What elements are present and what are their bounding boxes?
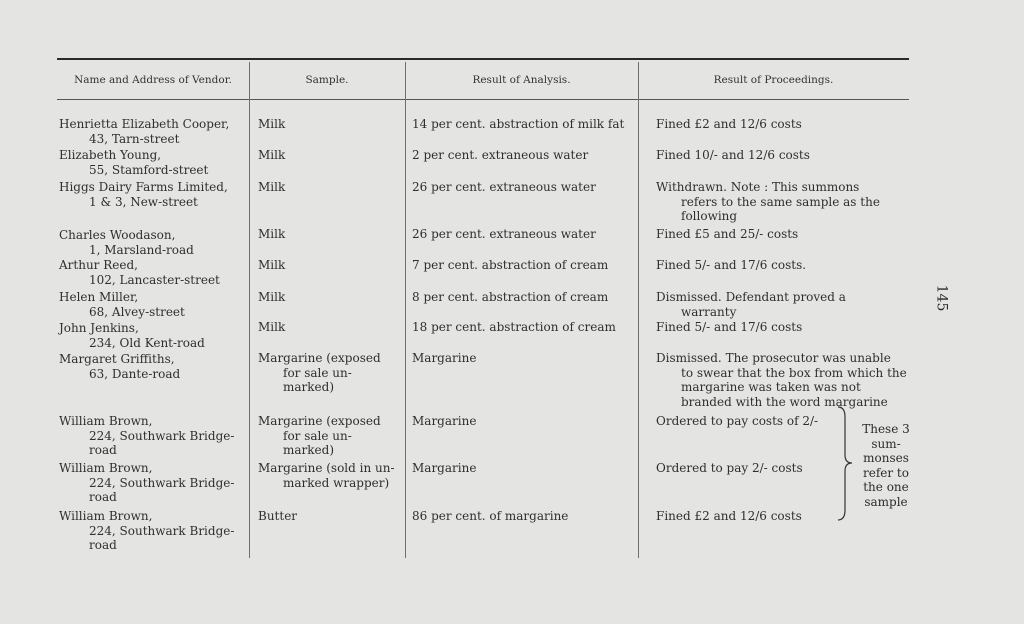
vendor-name: Higgs Dairy Farms Limited, bbox=[59, 180, 228, 194]
proceedings-cell bbox=[656, 290, 910, 319]
vendor-address: road bbox=[89, 443, 117, 457]
vendor-name: William Brown, bbox=[59, 461, 153, 475]
proceedings-cell: Fined £2 and 12/6 costs bbox=[656, 509, 802, 523]
sample-line: marked) bbox=[283, 380, 335, 394]
proceedings-cell bbox=[656, 351, 910, 409]
sample-line: for sale un- bbox=[283, 365, 352, 380]
proceedings-cell: Ordered to pay 2/- costs bbox=[656, 461, 803, 475]
header-rule bbox=[57, 99, 909, 100]
proceedings-cell bbox=[656, 180, 910, 224]
table-row-vendor bbox=[59, 461, 234, 505]
vendor-address: 1, Marsland-road bbox=[89, 242, 194, 257]
note-line: These 3 bbox=[862, 422, 910, 436]
proceedings-line: margarine was taken was not bbox=[681, 380, 861, 394]
note-line: the one bbox=[863, 480, 909, 494]
vendor-name: William Brown, bbox=[59, 509, 153, 523]
analysis-cell: 86 per cent. of margarine bbox=[412, 509, 569, 523]
vendor-address: 1 & 3, New-street bbox=[89, 194, 198, 209]
vendor-address: 63, Dante-road bbox=[89, 366, 181, 381]
proceedings-line: Withdrawn. Note : This summons bbox=[656, 180, 860, 194]
sample-cell: Milk bbox=[258, 258, 286, 272]
vendor-address: 234, Old Kent-road bbox=[89, 335, 205, 350]
page-number: 145 bbox=[933, 284, 950, 312]
analysis-cell: Margarine bbox=[412, 351, 477, 365]
sample-cell: Butter bbox=[258, 509, 298, 523]
proceedings-line: warranty bbox=[681, 304, 737, 319]
sample-cell bbox=[258, 461, 404, 490]
table-row-vendor bbox=[59, 321, 205, 350]
vendor-address: 224, Southwark Bridge- bbox=[89, 475, 235, 490]
analysis-cell: 14 per cent. abstraction of milk fat bbox=[412, 117, 625, 131]
proceedings-cell: Fined 10/- and 12/6 costs bbox=[656, 148, 810, 162]
analysis-cell: 18 per cent. abstraction of cream bbox=[412, 320, 616, 334]
vendor-name: Arthur Reed, bbox=[59, 258, 138, 272]
note-line: monses bbox=[863, 451, 909, 465]
proceedings-cell: Fined 5/- and 17/6 costs. bbox=[656, 258, 807, 272]
vendor-name: Elizabeth Young, bbox=[59, 148, 162, 162]
sample-cell bbox=[258, 414, 398, 458]
vendor-address: 224, Southwark Bridge- bbox=[89, 523, 235, 538]
sample-line: for sale un- bbox=[283, 428, 352, 443]
header-sample: Sample. bbox=[305, 74, 349, 86]
column-divider bbox=[638, 62, 639, 558]
vendor-name: William Brown, bbox=[59, 414, 153, 428]
table-row-vendor bbox=[59, 352, 180, 381]
table-row-vendor bbox=[59, 117, 229, 146]
column-divider bbox=[405, 62, 406, 558]
vendor-address: 43, Tarn-street bbox=[89, 131, 180, 146]
sample-cell: Milk bbox=[258, 180, 286, 194]
table-row-vendor bbox=[59, 414, 234, 458]
sample-line: Margarine (sold in un- bbox=[258, 461, 395, 475]
vendor-name: Henrietta Elizabeth Cooper, bbox=[59, 117, 230, 131]
proceedings-cell: Ordered to pay costs of 2/- bbox=[656, 414, 819, 428]
right-brace bbox=[836, 405, 856, 522]
proceedings-line: to swear that the box from which the bbox=[681, 365, 907, 380]
header-analysis: Result of Analysis. bbox=[472, 74, 571, 86]
header-vendor: Name and Address of Vendor. bbox=[74, 74, 232, 86]
bracket-note bbox=[856, 422, 916, 509]
vendor-address: 55, Stamford-street bbox=[89, 162, 209, 177]
proceedings-line: following bbox=[681, 209, 738, 223]
analysis-cell: 2 per cent. extraneous water bbox=[412, 148, 589, 162]
sample-line: Margarine (exposed bbox=[258, 414, 381, 428]
table-row-vendor bbox=[59, 180, 228, 209]
analysis-cell: 26 per cent. extraneous water bbox=[412, 227, 596, 241]
sample-line: marked wrapper) bbox=[283, 475, 390, 490]
proceedings-cell: Fined £5 and 25/- costs bbox=[656, 227, 799, 241]
proceedings-line: Dismissed. The prosecutor was unable bbox=[656, 351, 891, 365]
note-line: sum- bbox=[871, 436, 901, 451]
top-rule bbox=[57, 58, 909, 60]
analysis-cell: 7 per cent. abstraction of cream bbox=[412, 258, 609, 272]
vendor-address: road bbox=[89, 490, 117, 504]
proceedings-line: branded with the word margarine bbox=[681, 394, 888, 409]
proceedings-line: Dismissed. Defendant proved a bbox=[656, 290, 846, 304]
vendor-name: Margaret Griffiths, bbox=[59, 352, 175, 366]
sample-cell: Milk bbox=[258, 227, 286, 241]
table-row-vendor bbox=[59, 228, 194, 257]
analysis-cell: Margarine bbox=[412, 414, 477, 428]
table-row-vendor bbox=[59, 258, 220, 287]
analysis-cell: Margarine bbox=[412, 461, 477, 475]
proceedings-cell: Fined £2 and 12/6 costs bbox=[656, 117, 802, 131]
vendor-name: Helen Miller, bbox=[59, 290, 139, 304]
sample-cell: Milk bbox=[258, 290, 286, 304]
vendor-address: 102, Lancaster-street bbox=[89, 272, 220, 287]
proceedings-cell: Fined 5/- and 17/6 costs bbox=[656, 320, 803, 334]
sample-cell: Milk bbox=[258, 320, 286, 334]
table-row-vendor bbox=[59, 509, 234, 553]
vendor-address: 224, Southwark Bridge- bbox=[89, 428, 235, 443]
table-row-vendor bbox=[59, 148, 208, 177]
sample-line: Margarine (exposed bbox=[258, 351, 381, 365]
table-row-vendor bbox=[59, 290, 185, 319]
vendor-address: 68, Alvey-street bbox=[89, 304, 185, 319]
header-proceedings: Result of Proceedings. bbox=[713, 74, 834, 86]
note-line: refer to bbox=[863, 465, 909, 480]
column-divider bbox=[249, 62, 250, 558]
analysis-cell: 8 per cent. abstraction of cream bbox=[412, 290, 609, 304]
vendor-name: Charles Woodason, bbox=[59, 228, 176, 242]
sample-cell: Milk bbox=[258, 117, 286, 131]
sample-cell: Milk bbox=[258, 148, 286, 162]
sample-line: marked) bbox=[283, 443, 335, 457]
note-line: sample bbox=[864, 494, 908, 509]
analysis-cell: 26 per cent. extraneous water bbox=[412, 180, 596, 194]
proceedings-line: refers to the same sample as the bbox=[681, 194, 880, 209]
sample-cell bbox=[258, 351, 398, 395]
vendor-address: road bbox=[89, 538, 117, 552]
vendor-name: John Jenkins, bbox=[59, 321, 139, 335]
